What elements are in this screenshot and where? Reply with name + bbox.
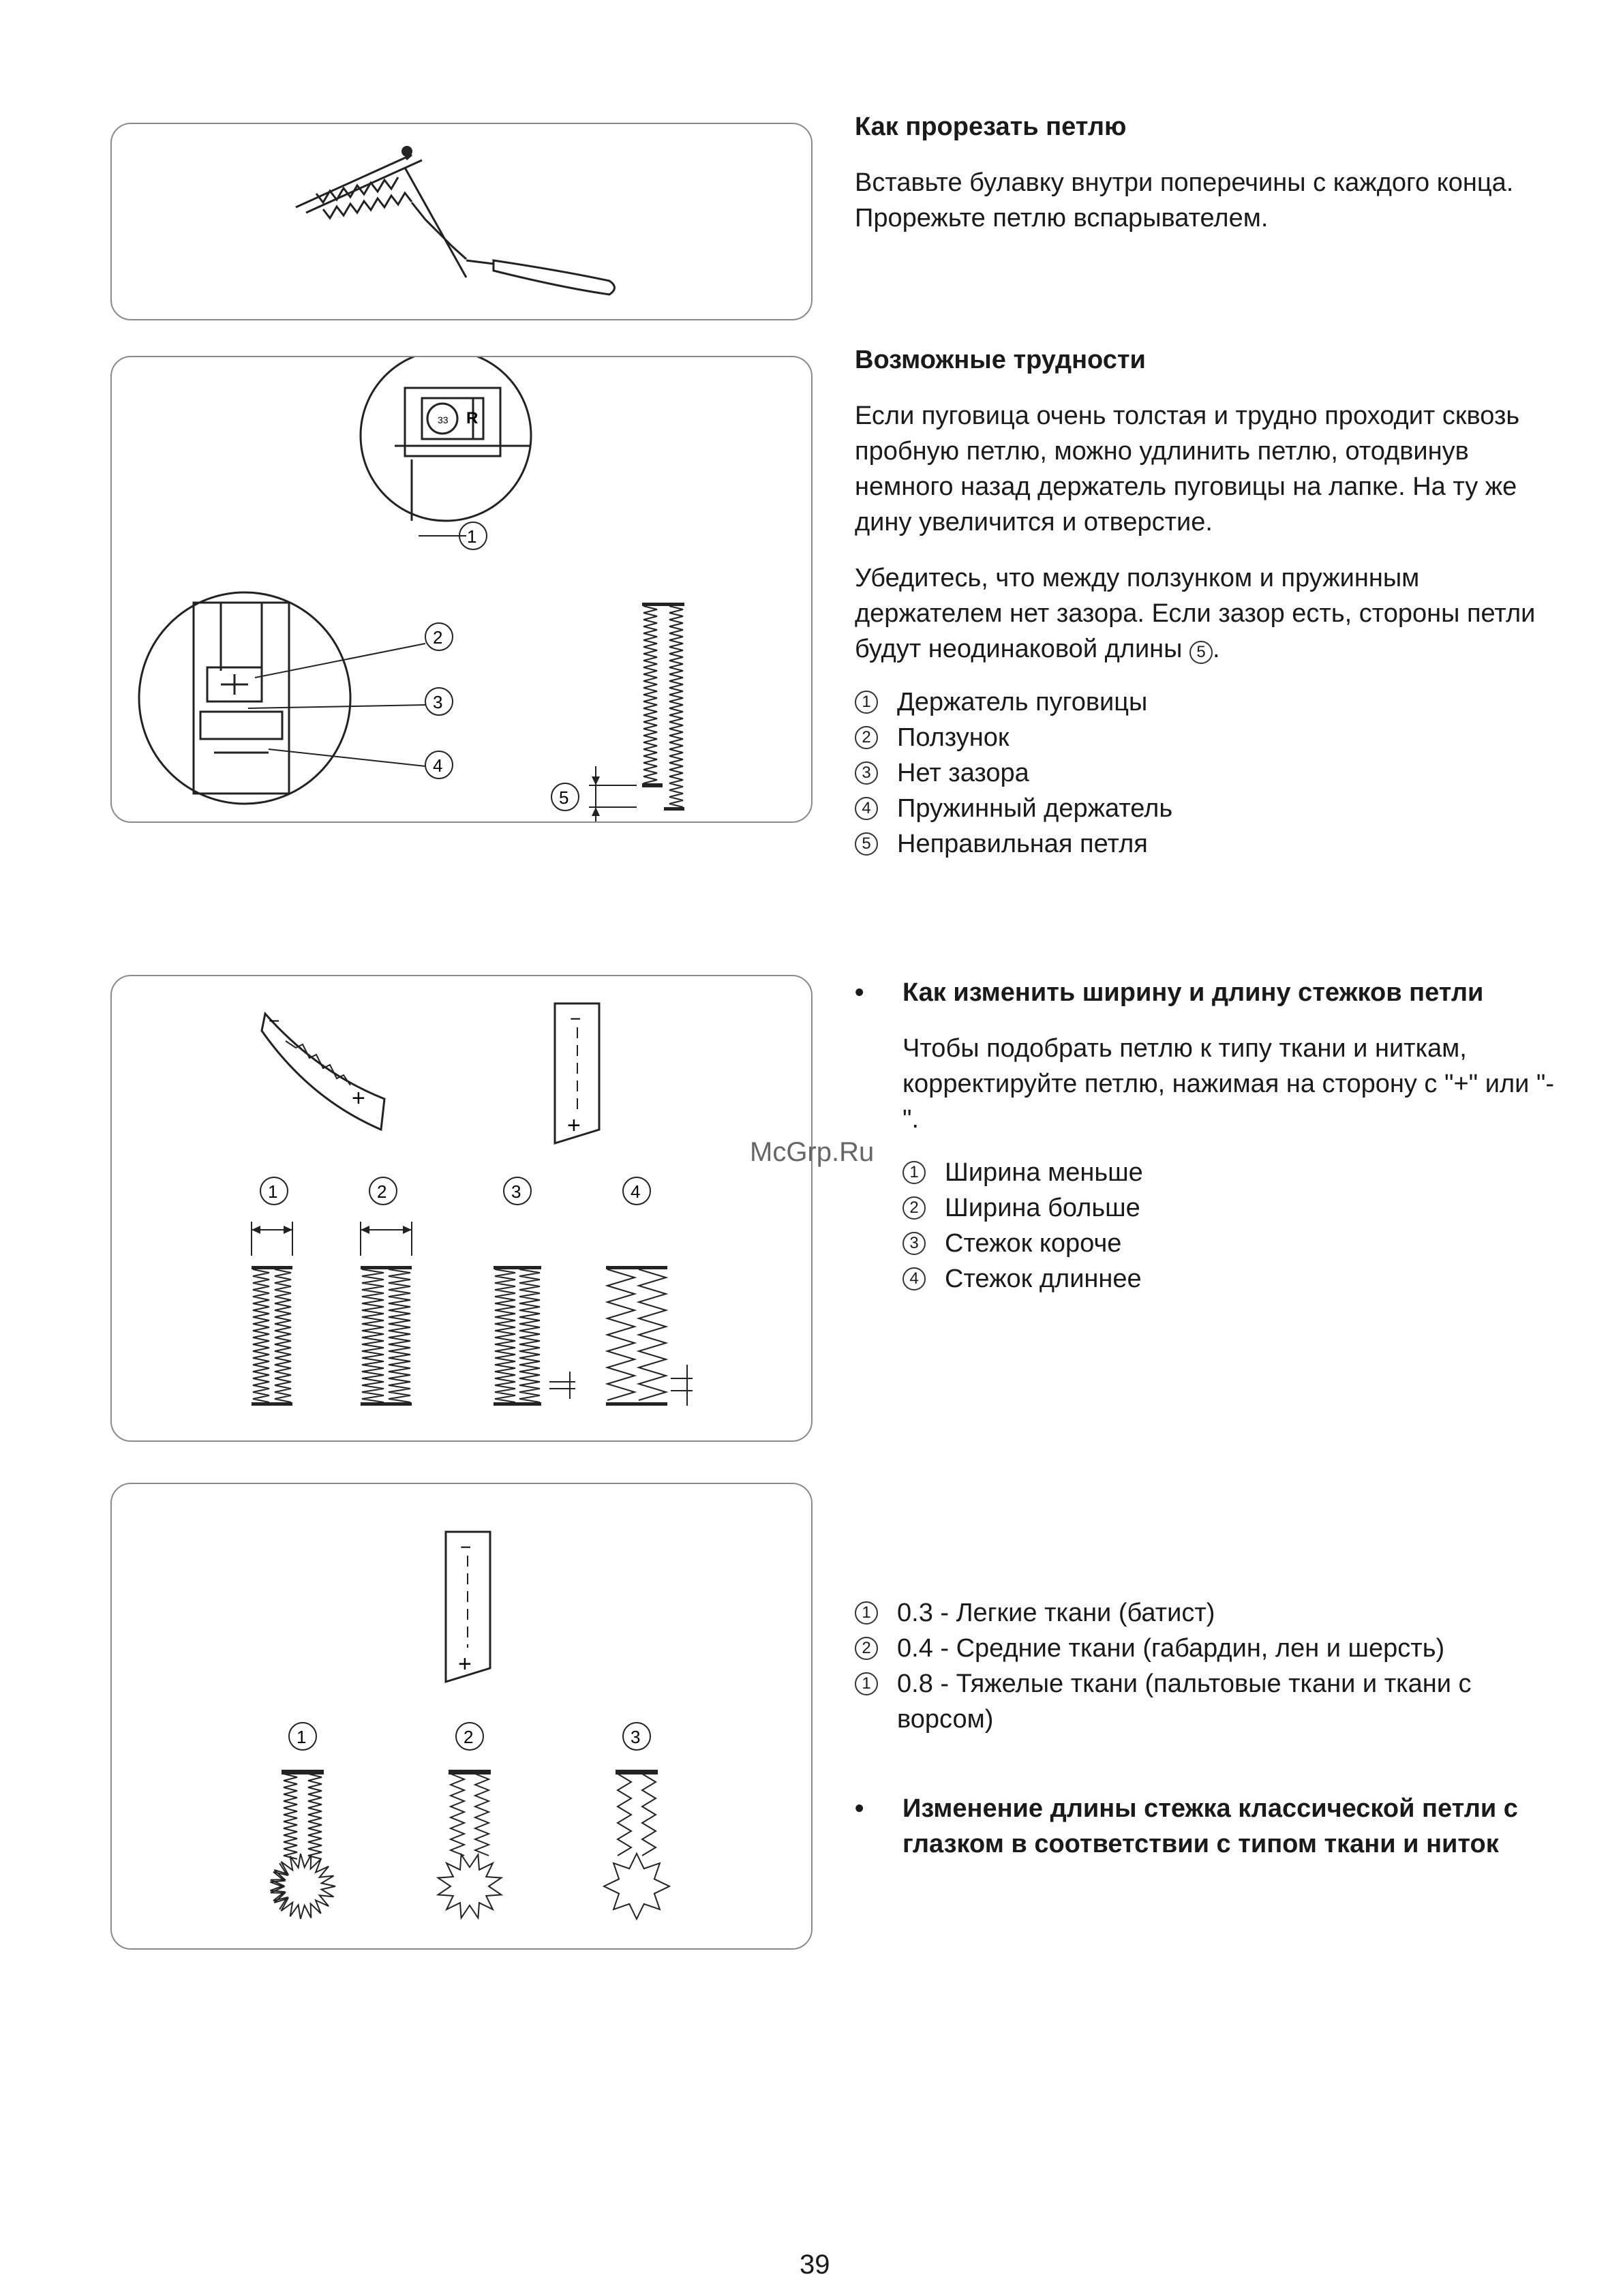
callout-2: 2	[433, 627, 443, 648]
stitch-label-2: 2	[377, 1181, 387, 1202]
figure-keyhole	[110, 1483, 813, 1950]
figure-cutting-buttonhole	[110, 123, 813, 320]
keyhole-dial-minus: −	[460, 1537, 472, 1558]
keyhole-bar	[449, 1770, 490, 1774]
stitch-column	[362, 1269, 384, 1402]
length-dial-plus: +	[567, 1113, 581, 1138]
stitch-column	[389, 1269, 410, 1402]
callout-5: 5	[559, 787, 569, 808]
troubles-legend	[855, 684, 1564, 862]
keyhole-bar	[282, 1770, 323, 1774]
length-dial-minus: −	[570, 1008, 581, 1029]
foot-and-slider-illustration	[112, 357, 813, 823]
section-bullet: •	[855, 1794, 864, 1823]
keyhole-dial-plus: +	[458, 1651, 472, 1677]
figure-width-length	[110, 975, 813, 1442]
list-item	[902, 1226, 1564, 1261]
keyhole-buttonhole-1	[270, 1770, 335, 1919]
para2-ref-5: 5	[1189, 641, 1213, 664]
item-number: 1	[902, 1161, 926, 1184]
uneven-buttonhole	[643, 606, 683, 807]
item-number: 2	[902, 1196, 926, 1220]
keyhole-side	[618, 1774, 631, 1856]
section-keyhole	[855, 1791, 1564, 1862]
item-number: 1	[855, 691, 878, 714]
section-width-length	[855, 975, 1564, 1297]
section-troubles-title: Возможные трудности	[855, 346, 1146, 374]
item-number: 1	[855, 1672, 878, 1695]
stitch-column	[253, 1269, 269, 1402]
item-label: Ширина больше	[945, 1194, 1140, 1222]
para2-end: .	[1213, 635, 1220, 663]
stitch-label-1: 1	[268, 1181, 278, 1202]
keyhole-buttonhole-2	[438, 1770, 502, 1918]
list-item	[902, 1190, 1564, 1226]
stitch-column	[275, 1269, 291, 1402]
keyhole-legend	[855, 1595, 1564, 1737]
magnify-circle-bottom	[139, 592, 350, 804]
item-label: Пружинный держатель	[897, 794, 1173, 823]
item-label: 0.3 - Легкие ткани (батист)	[897, 1599, 1215, 1627]
section-width-length-body: Чтобы подобрать петлю к типу ткани и ниткам, корректируйте петлю, нажимая на сторону с "+" или "-".	[902, 1034, 1555, 1134]
section-troubles-para2	[855, 560, 1564, 667]
item-number: 4	[902, 1267, 926, 1290]
section-cutting-body: Вставьте булавку внутри поперечины с каждого конца. Прорежьте петлю вспарывателем.	[855, 168, 1514, 232]
stitch-column	[639, 1269, 666, 1400]
list-item	[855, 720, 1564, 755]
watermark: McGrp.Ru	[750, 1137, 875, 1167]
width-dial-plus: +	[352, 1085, 365, 1111]
list-item	[855, 826, 1564, 862]
foot-mark-r: R	[466, 409, 479, 427]
foot-mark-33: 33	[438, 414, 449, 425]
section-keyhole-title: Изменение длины стежка классической петли с глазком в соответствии с типом ткани и ниток	[902, 1794, 1518, 1858]
item-label: Держатель пуговицы	[897, 688, 1148, 716]
list-item	[855, 791, 1564, 826]
stitch-column	[519, 1269, 540, 1402]
stitch-label-4: 4	[631, 1181, 641, 1202]
keyhole-label-1: 1	[297, 1727, 307, 1747]
stitch-column	[607, 1269, 635, 1400]
section-bullet: •	[855, 978, 864, 1007]
section-troubles	[855, 342, 1564, 862]
item-label: Стежок длиннее	[945, 1265, 1142, 1293]
keyhole-side	[284, 1774, 297, 1859]
callout-1: 1	[467, 526, 477, 547]
item-number: 4	[855, 797, 878, 820]
item-label: Стежок короче	[945, 1229, 1122, 1258]
section-width-length-title: Как изменить ширину и длину стежков петли	[902, 978, 1484, 1007]
keyhole-bar	[616, 1770, 657, 1774]
stitch-label-3: 3	[511, 1181, 521, 1202]
item-label: Нет зазора	[897, 759, 1029, 787]
keyhole-label-3: 3	[631, 1727, 641, 1747]
keyhole-side	[475, 1774, 489, 1856]
width-length-legend	[902, 1155, 1564, 1297]
keyhole-legend-wrap	[855, 1595, 1564, 1737]
item-label: Ползунок	[897, 723, 1010, 752]
item-number: 5	[855, 832, 878, 856]
width-dial	[262, 1014, 384, 1130]
keyhole-eye	[438, 1855, 502, 1918]
stitch-adjust-illustration	[112, 976, 813, 1442]
item-number: 3	[855, 761, 878, 785]
list-item	[855, 1595, 1564, 1631]
list-item	[855, 1666, 1564, 1737]
keyhole-illustration	[112, 1484, 813, 1950]
item-label: 0.8 - Тяжелые ткани (пальтовые ткани и ткани с ворсом)	[897, 1670, 1472, 1734]
figure-troubleshooting	[110, 356, 813, 823]
item-number: 1	[855, 1601, 878, 1625]
width-dial-minus: −	[269, 1010, 280, 1031]
stitch-column	[495, 1269, 515, 1402]
item-number: 3	[902, 1232, 926, 1255]
item-number: 2	[855, 726, 878, 749]
keyhole-side	[642, 1774, 656, 1856]
list-item	[855, 1631, 1564, 1666]
keyhole-side	[451, 1774, 464, 1856]
item-label: Ширина меньше	[945, 1158, 1143, 1187]
item-label: Неправильная петля	[897, 830, 1148, 858]
item-label: 0.4 - Средние ткани (габардин, лен и шерсть)	[897, 1634, 1445, 1663]
section-troubles-para1: Если пуговица очень толстая и трудно проходит сквозь пробную петлю, можно удлинить петлю, отодвинув немного назад держатель пуговицы на лапке. На ту же дину увеличится и отверстие.	[855, 402, 1520, 537]
keyhole-buttonhole-3	[604, 1770, 669, 1919]
item-number: 2	[855, 1637, 878, 1660]
seam-ripper-illustration	[112, 124, 813, 320]
keyhole-side	[308, 1774, 322, 1859]
keyhole-label-2: 2	[464, 1727, 474, 1747]
list-item	[902, 1261, 1564, 1297]
section-cutting	[855, 109, 1564, 236]
keyhole-eye	[270, 1854, 335, 1919]
para2-text: Убедитесь, что между ползунком и пружинным держателем нет зазора. Если зазор есть, стороны петли будут неодинаковой длины	[855, 564, 1536, 663]
keyhole-eye	[604, 1854, 669, 1919]
list-item	[855, 684, 1564, 720]
page-number: 39	[800, 2250, 830, 2280]
callout-4: 4	[433, 755, 443, 776]
callout-3: 3	[433, 692, 443, 712]
list-item	[855, 755, 1564, 791]
section-cutting-title: Как прорезать петлю	[855, 112, 1127, 141]
list-item	[902, 1155, 1564, 1190]
